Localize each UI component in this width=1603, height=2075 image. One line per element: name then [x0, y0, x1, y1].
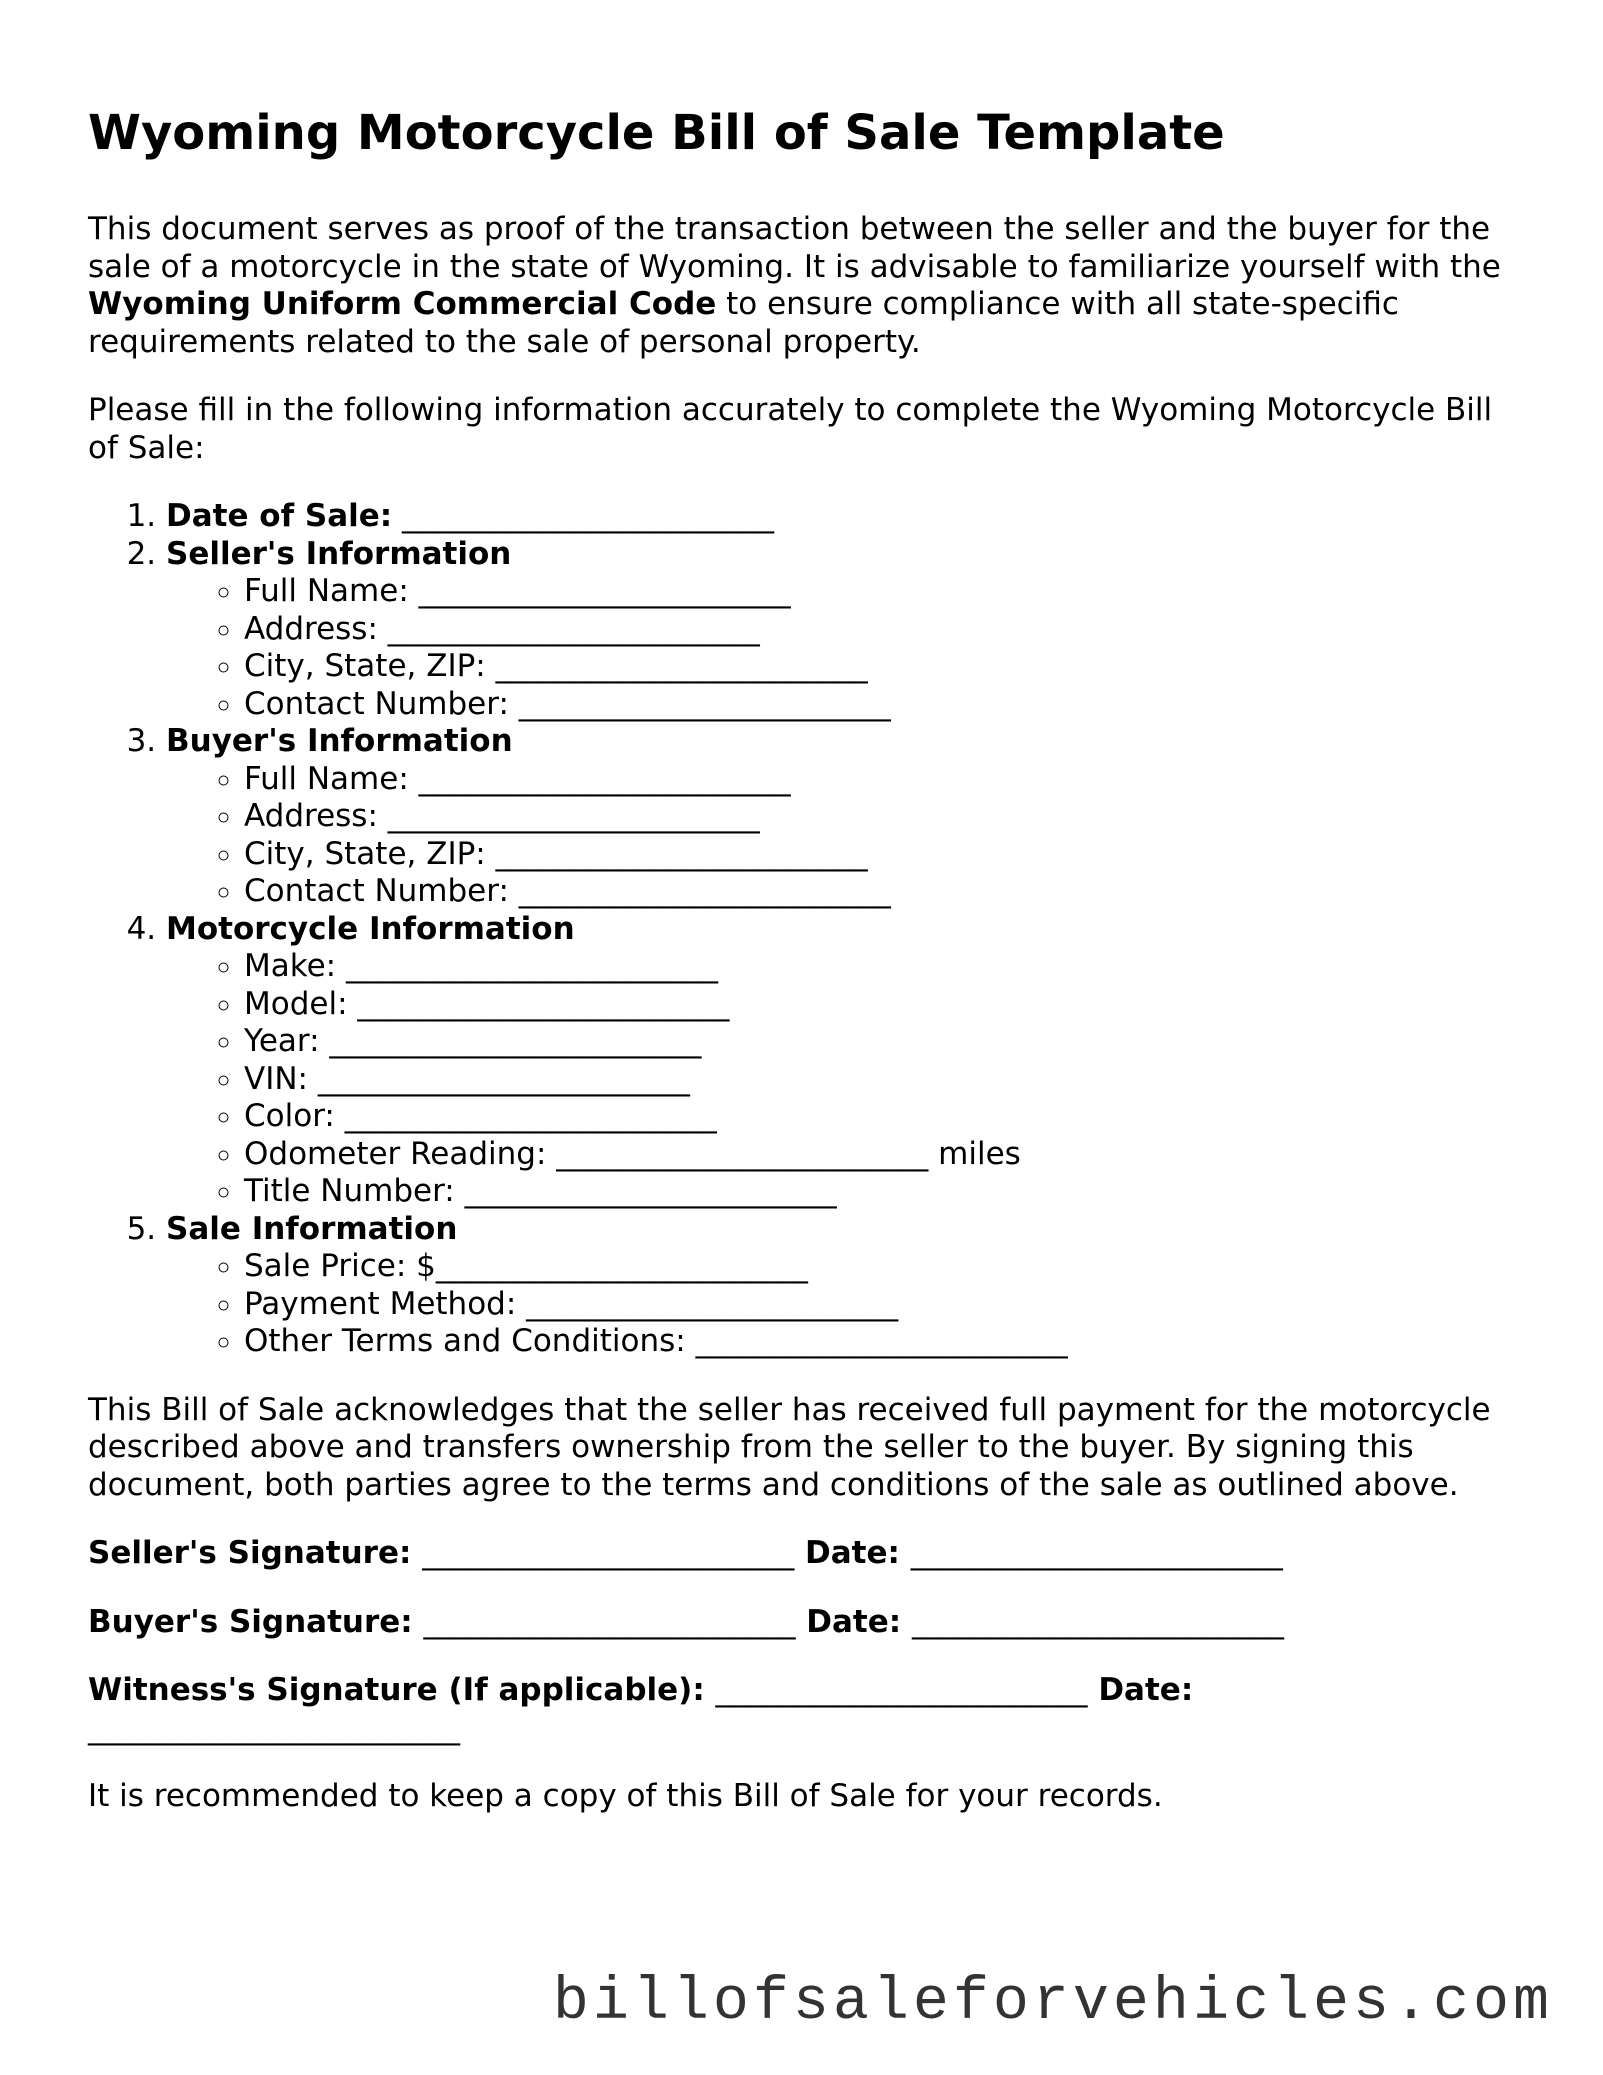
motorcycle-vin-blank[interactable]: ________________________	[317, 1060, 690, 1097]
motorcycle-title-number-blank[interactable]: ________________________	[464, 1173, 837, 1209]
sale-info-heading: Sale Information	[166, 1210, 458, 1247]
sale-price-blank[interactable]: ________________________	[435, 1248, 808, 1284]
motorcycle-title-number-item	[244, 1173, 1518, 1211]
instruction-paragraph: Please fill in the following information accurately to complete the Wyoming Motorcycle Bill of Sale:	[88, 392, 1493, 466]
buyer-address-blank[interactable]: ________________________	[387, 798, 760, 834]
acknowledgement-paragraph: This Bill of Sale acknowledges that the seller has received full payment for the motorcycle described above and transfers ownership from the seller to the buyer. By signing this document, both parties agree to the terms and conditions of the sale as outlined above.	[88, 1391, 1491, 1503]
buyer-signature-label: Buyer's Signature:	[88, 1603, 413, 1640]
seller-address-blank[interactable]: ________________________	[387, 610, 760, 647]
buyer-contact-item	[244, 873, 1518, 911]
motorcycle-odometer-blank[interactable]: ________________________	[556, 1135, 929, 1172]
witness-date-label: Date:	[1098, 1672, 1194, 1708]
motorcycle-color-item	[244, 1098, 1518, 1136]
form-sections-list	[88, 498, 1518, 1361]
witness-signature-label: Witness's Signature (If applicable):	[88, 1672, 705, 1708]
buyer-signature-line	[88, 1604, 1518, 1642]
seller-signature-blank[interactable]: ________________________	[422, 1535, 795, 1571]
seller-full-name-label: Full Name:	[244, 573, 409, 609]
buyer-full-name-item	[244, 761, 1518, 799]
motorcycle-year-item	[244, 1023, 1518, 1061]
buyer-info-heading: Buyer's Information	[166, 723, 513, 759]
sale-price-item	[244, 1248, 1518, 1286]
document-page	[88, 105, 1518, 1847]
buyer-full-name-blank[interactable]: ________________________	[418, 760, 791, 797]
intro-paragraph	[88, 211, 1518, 361]
section-buyer-info	[166, 723, 1518, 911]
section-sale-info	[166, 1211, 1518, 1361]
date-of-sale-blank[interactable]: ________________________	[402, 498, 775, 534]
motorcycle-title-number-label: Title Number:	[244, 1173, 455, 1209]
sale-price-label: Sale Price: $	[244, 1248, 436, 1284]
motorcycle-color-blank[interactable]: ________________________	[344, 1098, 717, 1134]
seller-date-label: Date:	[804, 1535, 900, 1571]
buyer-fields-list	[166, 761, 1518, 911]
closing-note: It is recommended to keep a copy of this Bill of Sale for your records.	[88, 1778, 1163, 1814]
buyer-address-label: Address:	[244, 798, 378, 834]
intro-text-2: to ensure compliance with all state-specific requirements related to the sale of personal property.	[88, 286, 1399, 360]
motorcycle-vin-label: VIN:	[244, 1060, 308, 1097]
odometer-unit: miles	[938, 1135, 1021, 1172]
motorcycle-odometer-label: Odometer Reading:	[244, 1135, 547, 1172]
seller-contact-label: Contact Number:	[244, 685, 509, 722]
seller-city-state-zip-label: City, State, ZIP:	[244, 648, 486, 684]
payment-method-label: Payment Method:	[244, 1285, 517, 1322]
buyer-city-state-zip-blank[interactable]: ________________________	[495, 835, 868, 872]
motorcycle-year-blank[interactable]: ________________________	[329, 1023, 702, 1059]
motorcycle-make-item	[244, 948, 1518, 986]
motorcycle-model-label: Model:	[244, 985, 348, 1022]
witness-date-blank[interactable]: ________________________	[88, 1709, 460, 1746]
seller-contact-item	[244, 686, 1518, 724]
buyer-city-state-zip-item	[244, 836, 1518, 874]
witness-signature-blank[interactable]: ________________________	[715, 1672, 1088, 1708]
seller-signature-label: Seller's Signature:	[88, 1535, 412, 1571]
motorcycle-odometer-item	[244, 1136, 1518, 1174]
seller-full-name-item	[244, 573, 1518, 611]
payment-method-blank[interactable]: ________________________	[526, 1285, 899, 1322]
motorcycle-make-label: Make:	[244, 948, 337, 984]
buyer-address-item	[244, 798, 1518, 836]
sale-fields-list	[166, 1248, 1518, 1361]
seller-signature-line	[88, 1535, 1518, 1573]
motorcycle-model-blank[interactable]: ________________________	[357, 985, 730, 1022]
other-terms-label: Other Terms and Conditions:	[244, 1323, 686, 1359]
site-watermark: billofsaleforvehicles.com	[552, 1969, 1553, 2037]
motorcycle-fields-list	[166, 948, 1518, 1211]
motorcycle-info-heading: Motorcycle Information	[166, 910, 575, 947]
seller-full-name-blank[interactable]: ________________________	[418, 573, 791, 609]
page-title: Wyoming Motorcycle Bill of Sale Template	[88, 105, 1225, 161]
section-seller-info	[166, 536, 1518, 724]
witness-signature-line	[88, 1672, 1518, 1747]
payment-method-item	[244, 1286, 1518, 1324]
buyer-city-state-zip-label: City, State, ZIP:	[244, 835, 486, 872]
motorcycle-model-item	[244, 986, 1518, 1024]
buyer-contact-label: Contact Number:	[244, 873, 509, 909]
motorcycle-vin-item	[244, 1061, 1518, 1099]
buyer-date-blank[interactable]: ________________________	[911, 1603, 1284, 1640]
buyer-full-name-label: Full Name:	[244, 760, 409, 797]
other-terms-item	[244, 1323, 1518, 1361]
motorcycle-make-blank[interactable]: ________________________	[345, 948, 718, 984]
motorcycle-year-label: Year:	[244, 1023, 320, 1059]
seller-address-item	[244, 611, 1518, 649]
seller-contact-blank[interactable]: ________________________	[518, 685, 891, 722]
date-of-sale-label: Date of Sale:	[166, 498, 393, 534]
section-date-of-sale	[166, 498, 1518, 536]
buyer-contact-blank[interactable]: ________________________	[518, 873, 891, 909]
seller-address-label: Address:	[244, 610, 378, 647]
seller-city-state-zip-item	[244, 648, 1518, 686]
seller-fields-list	[166, 573, 1518, 723]
seller-info-heading: Seller's Information	[166, 535, 512, 572]
buyer-signature-blank[interactable]: ________________________	[423, 1603, 796, 1640]
section-motorcycle-info	[166, 911, 1518, 1211]
seller-city-state-zip-blank[interactable]: ________________________	[495, 648, 868, 684]
motorcycle-color-label: Color:	[244, 1098, 335, 1134]
buyer-date-label: Date:	[806, 1603, 902, 1640]
other-terms-blank[interactable]: ________________________	[695, 1323, 1068, 1359]
intro-text-1: This document serves as proof of the transaction between the seller and the buyer for the sale of a motorcycle in the state of Wyoming. It is advisable to familiarize yourself with the	[88, 211, 1501, 285]
seller-date-blank[interactable]: ________________________	[910, 1535, 1283, 1571]
intro-bold-code: Wyoming Uniform Commercial Code	[88, 286, 717, 322]
